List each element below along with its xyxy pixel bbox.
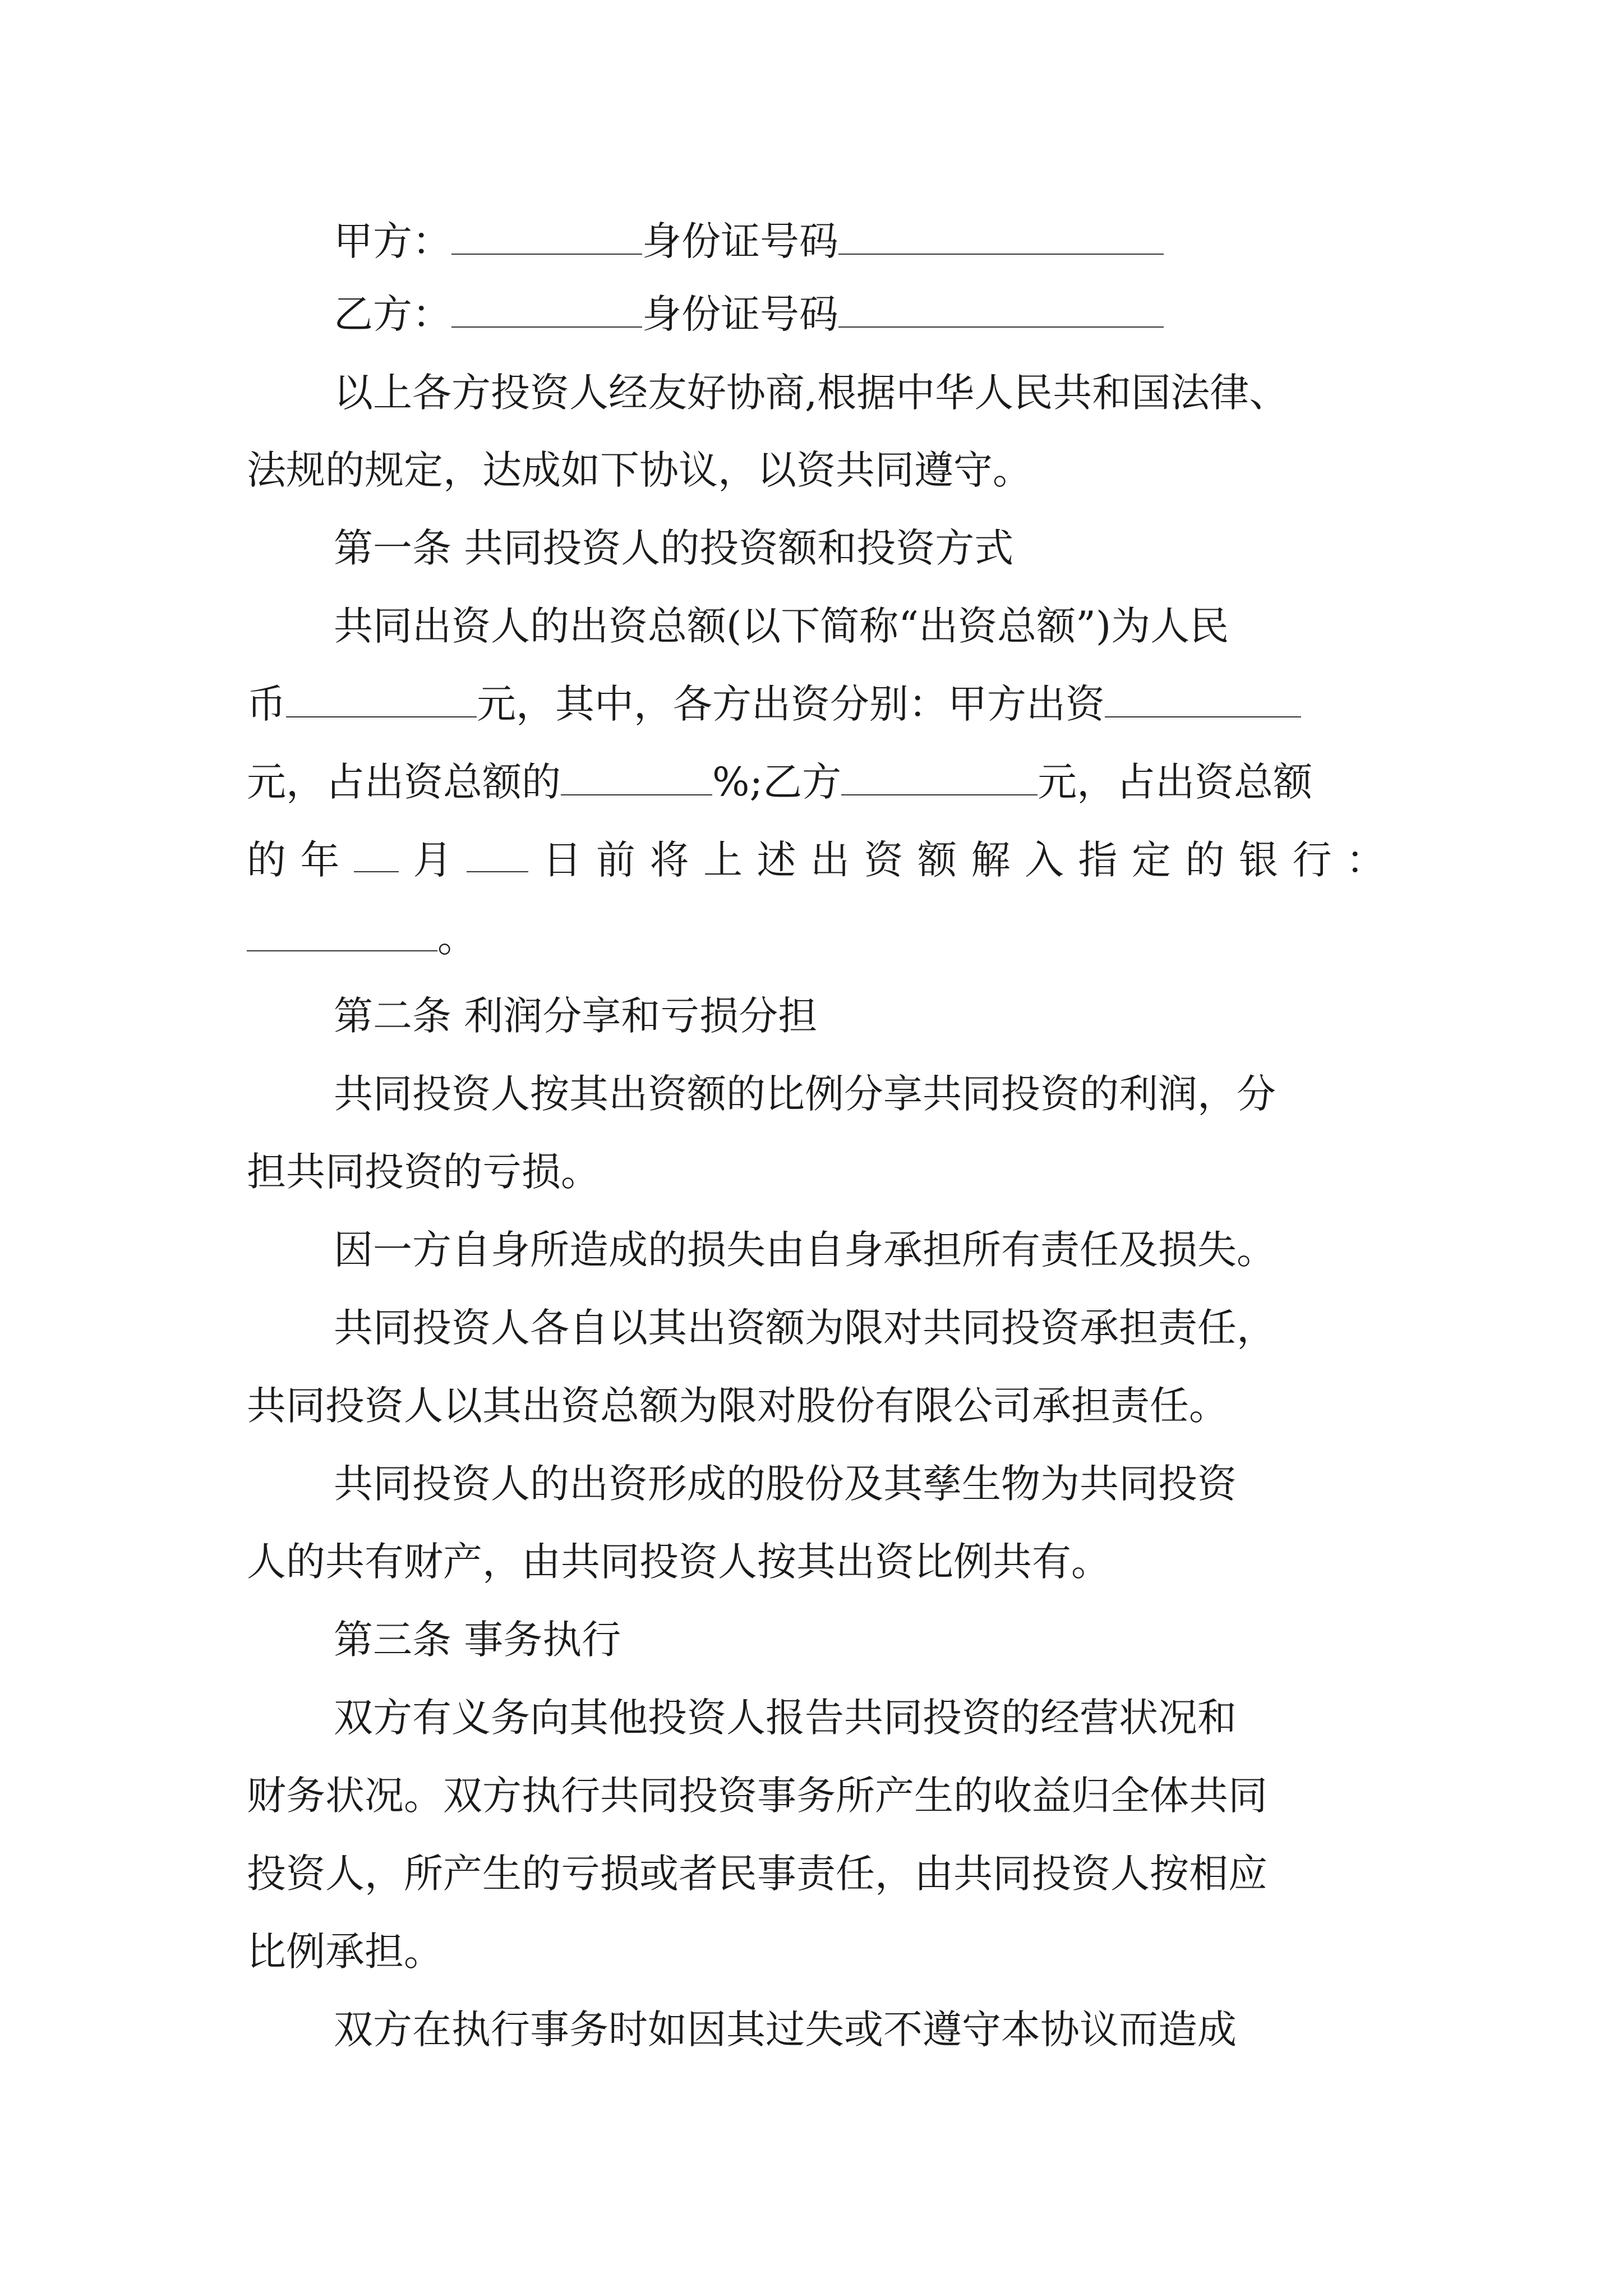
party-a-id-blank[interactable] [838,214,1164,255]
char-day: 日 [542,837,582,883]
char-10: 额 [917,837,957,883]
char-year: 年 [300,837,340,883]
char-14: 定 [1132,837,1171,883]
article-2-title: 第二条 利润分享和亏损分担 [334,993,818,1039]
period: 。 [437,915,477,961]
article-2-para-1-line-2: 担共同投资的亏损。 [247,1149,600,1195]
party-b-label: 乙方： [334,291,451,337]
article-2-para-2: 因一方自身所造成的损失由自身承担所有责任及损失。 [334,1227,1276,1273]
party-b-name-blank[interactable] [451,287,642,328]
article-1-para-line-3-text-b: %;乙方 [712,759,842,805]
party-b-id-blank[interactable] [838,287,1164,328]
article-2-para-4-line-2: 人的共有财产，由共同投资人按其出资比例共有。 [247,1539,1110,1585]
article-1-para-line-5 [247,910,477,966]
article-1-para-line-2 [247,676,1301,732]
article-2-para-4-line-1: 共同投资人的出资形成的股份及其孳生物为共同投资 [334,1461,1237,1507]
party-a-label: 甲方： [334,218,451,264]
article-2-para-3-line-1: 共同投资人各自以其出资额为限对共同投资承担责任， [334,1305,1276,1351]
party-b-line [334,286,1164,342]
party-b-amount-blank[interactable] [841,755,1038,795]
article-1-para-line-4 [247,832,1385,888]
char-13: 指 [1078,837,1118,883]
month-blank[interactable] [354,832,399,872]
article-2-para-3-line-2: 共同投资人以其出资总额为限对股份有限公司承担责任。 [247,1383,1228,1429]
article-3-para-1-line-3: 投资人，所产生的亏损或者民事责任，由共同投资人按相应 [247,1851,1267,1897]
day-blank[interactable] [467,832,528,872]
party-a-line [334,213,1164,269]
char-5: 将 [649,837,689,883]
char-12: 入 [1025,837,1064,883]
party-a-id-label: 身份证号码 [642,218,838,264]
char-15: 的 [1185,837,1225,883]
article-3-para-2-line-1: 双方在执行事务时如因其过失或不遵守本协议而造成 [334,2007,1237,2053]
party-a-percent-blank[interactable] [561,755,712,795]
party-b-id-label: 身份证号码 [642,291,838,337]
total-amount-blank[interactable] [286,677,477,717]
article-2-para-1-line-1: 共同投资人按其出资额的比例分享共同投资的利润，分 [334,1071,1276,1117]
char-0: 的 [247,837,286,883]
char-18: ： [1346,837,1385,883]
intro-line-2: 法规的规定，达成如下协议，以资共同遵守。 [247,447,1032,493]
char-4: 前 [596,837,635,883]
article-1-para-line-1: 共同出资人的出资总额(以下简称“出资总额”)为人民 [334,603,1229,649]
char-11: 解 [971,837,1011,883]
bank-name-blank[interactable] [247,911,437,951]
article-1-para-line-2-text: 元，其中，各方出资分别：甲方出资 [477,681,1105,727]
char-17: 行 [1292,837,1332,883]
char-16: 银 [1239,837,1278,883]
party-a-amount-blank[interactable] [1105,677,1301,717]
char-9: 资 [864,837,903,883]
intro-line-1: 以上各方投资人经友好协商,根据中华人民共和国法律、 [334,370,1289,416]
article-1-title: 第一条 共同投资人的投资额和投资方式 [334,525,1014,571]
article-3-title: 第三条 事务执行 [334,1617,621,1663]
article-1-para-line-3-text-a: 元，占出资总额的 [247,759,561,805]
article-3-para-1-line-1: 双方有义务向其他投资人报告共同投资的经营状况和 [334,1695,1237,1741]
char-8: 出 [810,837,850,883]
article-3-para-1-line-4: 比例承担。 [247,1929,443,1975]
currency-label: 币 [247,681,286,727]
article-1-para-line-3 [247,754,1312,810]
article-3-para-1-line-2: 财务状况。双方执行共同投资事务所产生的收益归全体共同 [247,1773,1267,1819]
party-a-name-blank[interactable] [451,214,642,255]
char-6: 上 [703,837,743,883]
article-1-para-line-3-text-c: 元，占出资总额 [1038,759,1313,805]
char-month: 月 [413,837,453,883]
char-7: 述 [757,837,796,883]
